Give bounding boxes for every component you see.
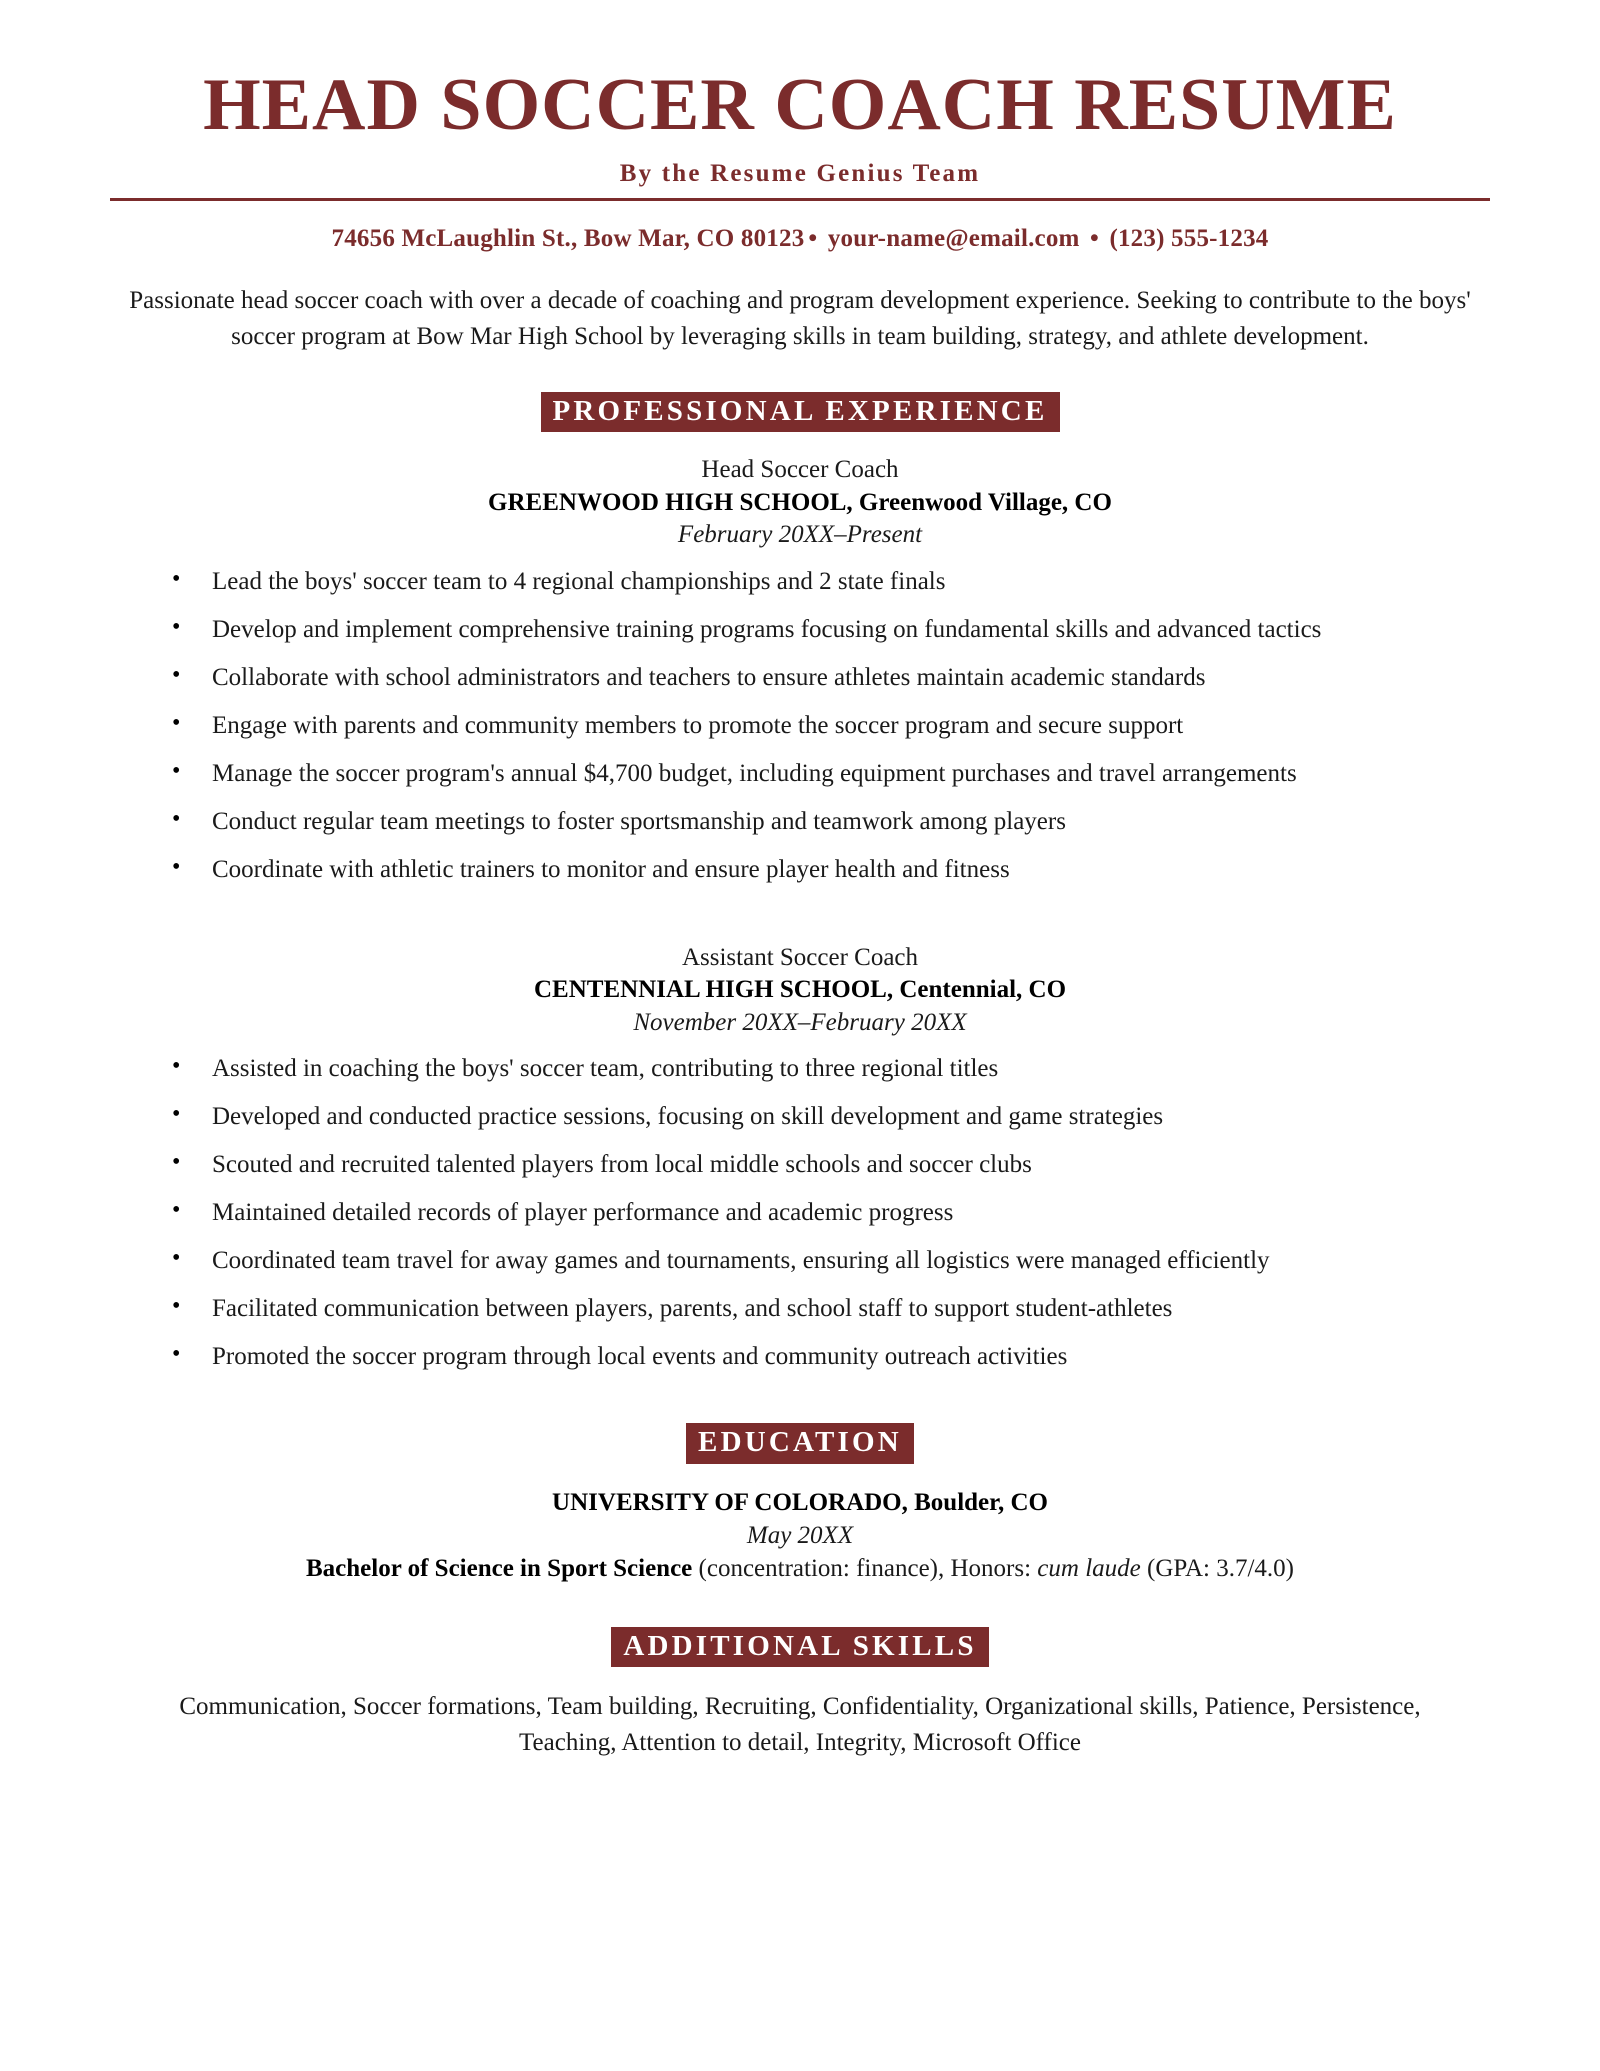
list-item: • Manage the soccer program's annual $4,700 budget, including equipment purchases and travel arrangements: [164, 756, 1480, 791]
list-item: • Conduct regular team meetings to foster sportsmanship and teamwork among players: [164, 804, 1480, 839]
job-title: Assistant Soccer Coach: [681, 943, 919, 971]
entry-spacer: [110, 900, 1490, 942]
degree-concentration: (concentration: finance), Honors:: [692, 1554, 1038, 1582]
contact-address: 74656 McLaughlin St., Bow Mar, CO 80123: [331, 225, 805, 252]
section-header-experience: [110, 392, 1490, 432]
degree-gpa: (GPA: 3.7/4.0): [1140, 1554, 1295, 1582]
section-title-experience: PROFESSIONAL EXPERIENCE: [541, 392, 1060, 432]
list-item: • Develop and implement comprehensive training programs focusing on fundamental skills and advanced tactics: [164, 612, 1480, 647]
contact-separator-1: •: [808, 225, 818, 252]
list-item: • Coordinated team travel for away games and tournaments, ensuring all logistics were managed efficiently: [164, 1243, 1480, 1278]
job-title: Head Soccer Coach: [701, 456, 899, 484]
contact-line: [110, 225, 1490, 253]
list-item: • Assisted in coaching the boys' soccer team, contributing to three regional titles: [164, 1051, 1480, 1086]
list-item: • Developed and conducted practice sessions, focusing on skill development and game strategies: [164, 1099, 1480, 1134]
degree-honors: cum laude: [1037, 1554, 1141, 1582]
section-title-education: EDUCATION: [686, 1423, 914, 1463]
list-item: • Collaborate with school administrators and teachers to ensure athletes maintain academic standards: [164, 660, 1480, 695]
list-item: • Coordinate with athletic trainers to monitor and ensure player health and fitness: [164, 852, 1480, 887]
page-title: HEAD SOCCER COACH RESUME: [203, 64, 1397, 146]
list-item: • Promoted the soccer program through local events and community outreach activities: [164, 1339, 1480, 1374]
experience-entry: [110, 942, 1490, 1375]
contact-phone[interactable]: (123) 555-1234: [1109, 225, 1269, 252]
section-header-skills: [110, 1627, 1490, 1667]
employment-dates: February 20XX–Present: [677, 521, 923, 549]
school-name: UNIVERSITY OF COLORADO, Boulder, CO: [552, 1488, 1048, 1516]
header-divider: [110, 198, 1490, 201]
experience-entry: [110, 454, 1490, 887]
education-entry: [110, 1486, 1490, 1585]
byline: By the Resume Genius Team: [619, 160, 981, 187]
list-item: • Lead the boys' soccer team to 4 regional championships and 2 state finals: [164, 564, 1480, 599]
contact-separator-2: •: [1090, 225, 1099, 252]
section-spacer: [110, 1591, 1490, 1627]
degree-name: Bachelor of Science in Sport Science: [305, 1554, 693, 1582]
employer-name: GREENWOOD HIGH SCHOOL, Greenwood Village, CO: [488, 488, 1112, 516]
skills-paragraph: Communication, Soccer formations, Team building, Recruiting, Confidentiality, Organizational skills, Patience, Persistence, Teaching, Attention to detail, Integrity, Microsoft Office: [179, 1693, 1421, 1756]
list-item: • Scouted and recruited talented players from local middle schools and soccer clubs: [164, 1147, 1480, 1182]
degree-line: [110, 1552, 1490, 1585]
contact-email[interactable]: your-name@email.com: [827, 225, 1080, 252]
section-header-education: [110, 1423, 1490, 1463]
section-title-skills: ADDITIONAL SKILLS: [611, 1627, 988, 1667]
responsibility-list: [110, 564, 1490, 887]
responsibility-list: [110, 1051, 1490, 1374]
section-spacer: [110, 1387, 1490, 1423]
list-item: • Engage with parents and community members to promote the soccer program and secure support: [164, 708, 1480, 743]
employment-dates: November 20XX–February 20XX: [633, 1008, 967, 1036]
list-item: • Maintained detailed records of player performance and academic progress: [164, 1195, 1480, 1230]
graduation-date: May 20XX: [746, 1521, 854, 1549]
list-item: • Facilitated communication between players, parents, and school staff to support student-athletes: [164, 1291, 1480, 1326]
summary-paragraph: Passionate head soccer coach with over a decade of coaching and program development experience. Seeking to contribute to the boys' soccer program at Bow Mar High School by leveraging skills in team building, strategy, and athlete development.: [129, 287, 1471, 350]
employer-name: CENTENNIAL HIGH SCHOOL, Centennial, CO: [533, 976, 1067, 1004]
